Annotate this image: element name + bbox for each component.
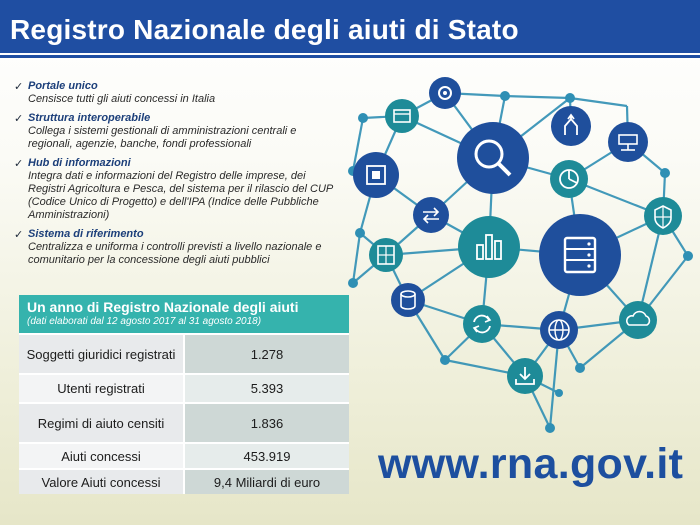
row-value: 453.919 [184, 443, 349, 469]
feature-heading: Sistema di riferimento [28, 228, 144, 240]
row-value: 5.393 [184, 374, 349, 403]
bar-chart-icon [458, 216, 520, 278]
network-device-icon [608, 122, 648, 162]
title-bar [0, 0, 700, 58]
feature-heading: Portale unico [28, 80, 98, 92]
row-value: 1.836 [184, 403, 349, 443]
shield-icon [644, 197, 682, 235]
download-icon [507, 358, 543, 394]
database-icon [391, 283, 425, 317]
website-url[interactable]: www.rna.gov.it [378, 440, 684, 488]
table-row [19, 334, 349, 374]
feature-item [14, 157, 336, 222]
feature-item [14, 80, 336, 106]
network-brain-graphic [345, 68, 700, 438]
checkmark-icon: ✓ [14, 158, 24, 170]
stats-title: Un anno di Registro Nazionale degli aiuti [27, 299, 299, 315]
calculator-icon [369, 238, 403, 272]
feature-text: Centralizza e uniforma i controlli previsti a livello nazionale e comunitario per la concessione degli aiuti pubblici [28, 241, 322, 266]
stats-header [19, 295, 349, 333]
feature-list [14, 80, 336, 273]
exchange-icon [413, 197, 449, 233]
title-underline [0, 53, 700, 55]
checkmark-icon: ✓ [14, 81, 24, 93]
table-row [19, 374, 349, 403]
page-title: Registro Nazionale degli aiuti di Stato [10, 14, 519, 45]
table-row [19, 403, 349, 443]
stats-table [19, 333, 349, 494]
server-icon [539, 214, 621, 296]
row-label: Aiuti concessi [19, 443, 184, 469]
feature-heading: Struttura interoperabile [28, 112, 151, 124]
row-label: Regimi di aiuto censiti [19, 403, 184, 443]
row-label: Valore Aiuti concessi [19, 469, 184, 494]
feature-heading: Hub di informazioni [28, 157, 131, 169]
table-row [19, 443, 349, 469]
pie-chart-icon [550, 160, 588, 198]
checkmark-icon: ✓ [14, 229, 24, 241]
chip-icon [353, 152, 399, 198]
table-row [19, 469, 349, 494]
feature-text: Integra dati e informazioni del Registro delle imprese, dei Registri Agricoltura e Pesca, del sistema per il rilascio del CUP (Codice Unico di Progetto) e dell'IPA (Indice delle Pubbliche Amministrazioni) [28, 170, 333, 221]
row-value: 1.278 [184, 334, 349, 374]
merge-arrow-icon [551, 106, 591, 146]
sync-icon [463, 305, 501, 343]
row-label: Soggetti giuridici registrati [19, 334, 184, 374]
search-icon [457, 122, 529, 194]
feature-item [14, 112, 336, 151]
browser-icon [385, 99, 419, 133]
feature-item [14, 228, 336, 267]
checkmark-icon: ✓ [14, 113, 24, 125]
feature-text: Censisce tutti gli aiuti concessi in Italia [28, 93, 216, 105]
settings-icon [429, 77, 461, 109]
stats-subtitle: (dati elaborati dal 12 agosto 2017 al 31 agosto 2018) [27, 316, 262, 327]
row-value: 9,4 Miliardi di euro [184, 469, 349, 494]
feature-text: Collega i sistemi gestionali di amministrazioni centrali e regionali, agenzie, banche, fondi professionali [28, 125, 297, 150]
cloud-icon [619, 301, 657, 339]
globe-icon [540, 311, 578, 349]
row-label: Utenti registrati [19, 374, 184, 403]
stats-table-panel [19, 295, 349, 494]
